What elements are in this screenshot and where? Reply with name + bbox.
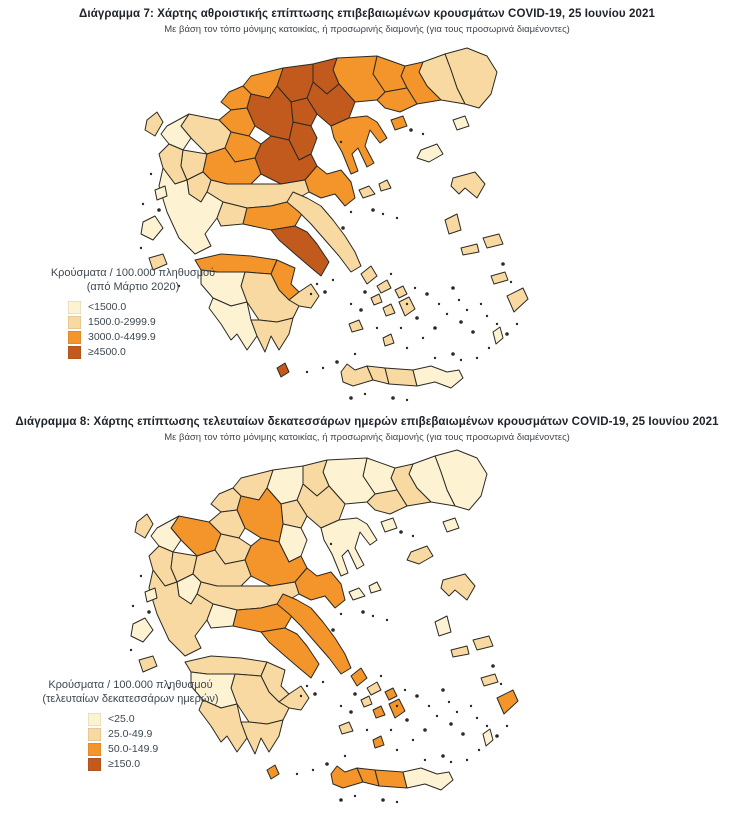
region-magnesia xyxy=(305,166,355,206)
islet-speck xyxy=(405,718,409,722)
islet-speck xyxy=(456,711,458,713)
islet-speck xyxy=(399,530,403,534)
legend-label: 1500.0-2999.9 xyxy=(88,316,156,329)
region-lakonia xyxy=(251,318,293,352)
region-santorini xyxy=(383,334,394,346)
region-lasithi xyxy=(413,366,463,388)
islet-speck xyxy=(140,575,142,577)
islet-speck xyxy=(316,283,318,285)
islet-speck xyxy=(495,734,499,738)
islet-speck xyxy=(448,701,450,703)
islet-speck xyxy=(300,695,302,697)
region-alonissos xyxy=(369,582,381,593)
islet-speck xyxy=(491,664,495,668)
islet-speck xyxy=(142,203,144,205)
islet-speck xyxy=(451,286,455,290)
islet-speck xyxy=(132,605,134,607)
legend-cumulative xyxy=(28,266,238,361)
legend-title-line1: Κρούσματα / 100.000 πληθυσμού xyxy=(50,267,216,279)
region-samothraki xyxy=(453,116,469,130)
islet-speck xyxy=(150,173,152,175)
islet-speck xyxy=(423,728,427,732)
islet-speck xyxy=(409,128,413,132)
islet-speck xyxy=(339,798,343,802)
legend-label: ≥150.0 xyxy=(108,758,141,771)
islet-speck xyxy=(459,320,463,324)
region-ikaria xyxy=(451,646,469,657)
islet-speck xyxy=(344,755,346,757)
legend-title-line2: (τελευταίων δεκατεσσάρων ημερών) xyxy=(42,693,219,706)
legend-swatch xyxy=(88,728,101,741)
islet-speck xyxy=(306,685,308,687)
islet-speck xyxy=(390,729,392,731)
region-zakynthos xyxy=(139,656,157,672)
islet-speck xyxy=(406,399,408,401)
islet-speck xyxy=(510,281,512,283)
islet-speck xyxy=(306,371,308,373)
islet-speck xyxy=(404,689,406,691)
islet-speck xyxy=(331,628,335,632)
figure8-subtitle: Με βάση τον τόπο μόνιμης κατοικίας, ή προσωρινής διαμονής (για τους προσωρινά διαμένοντες) xyxy=(164,432,570,443)
islet-speck xyxy=(323,290,327,294)
legend-item xyxy=(88,728,243,741)
region-limnos xyxy=(417,144,443,162)
region-sporades xyxy=(359,186,375,198)
islet-speck xyxy=(470,705,472,707)
islet-speck xyxy=(476,357,478,359)
islet-speck xyxy=(516,323,518,325)
islet-speck xyxy=(476,717,478,719)
legend-item xyxy=(68,346,238,359)
islet-speck xyxy=(354,795,356,797)
islet-speck xyxy=(396,705,398,707)
legend-label: 50.0-149.9 xyxy=(108,743,159,756)
islet-speck xyxy=(140,247,142,249)
region-andros xyxy=(361,266,377,284)
region-rhodes xyxy=(507,288,528,312)
islet-speck xyxy=(386,619,388,621)
islet-speck xyxy=(340,613,342,615)
islet-speck xyxy=(376,327,378,329)
islet-speck xyxy=(147,610,151,614)
legend-label: <25.0 xyxy=(108,713,135,726)
islet-speck xyxy=(363,290,367,294)
islet-speck xyxy=(341,226,345,230)
region-kythira xyxy=(277,363,289,377)
region-santorini xyxy=(373,736,384,748)
islet-speck xyxy=(313,692,317,696)
figure7-title: Διάγραμμα 7: Χάρτης αθροιστικής επίπτωσης επιβεβαιωμένων κρουσμάτων COVID-19, 25 Ιουνίου 2021 xyxy=(79,8,655,20)
legend-label: 3000.0-4499.9 xyxy=(88,331,156,344)
islet-speck xyxy=(312,769,314,771)
islet-speck xyxy=(330,543,332,545)
islet-speck xyxy=(460,359,462,361)
islet-speck xyxy=(425,292,429,296)
islet-speck xyxy=(157,208,161,212)
legend-label: 25.0-49.9 xyxy=(108,728,153,741)
region-corfu xyxy=(145,112,163,136)
islet-speck xyxy=(353,692,357,696)
islet-speck xyxy=(441,688,445,692)
region-lesvos xyxy=(451,172,485,198)
islet-speck xyxy=(488,347,490,349)
islet-speck xyxy=(486,725,488,727)
islet-speck xyxy=(433,326,437,330)
legend-item xyxy=(88,713,243,726)
islet-speck xyxy=(406,303,408,305)
islet-speck xyxy=(400,327,402,329)
region-kastoria xyxy=(211,488,241,512)
islet-speck xyxy=(322,367,324,369)
legend-item xyxy=(88,758,243,771)
region-heraklion xyxy=(385,368,417,386)
legend-swatch xyxy=(68,301,81,314)
islet-speck xyxy=(361,610,365,614)
legend-swatch xyxy=(68,316,81,329)
islet-speck xyxy=(366,729,368,731)
region-tinos xyxy=(367,682,381,695)
islet-speck xyxy=(412,739,414,741)
islet-speck xyxy=(466,309,468,311)
islet-speck xyxy=(325,762,329,766)
islet-speck xyxy=(350,303,352,305)
islet-speck xyxy=(441,754,445,758)
islet-speck xyxy=(340,705,342,707)
islet-speck xyxy=(359,308,363,312)
islet-speck xyxy=(350,211,352,213)
islet-speck xyxy=(415,694,419,698)
region-alonissos xyxy=(379,180,391,191)
islet-speck xyxy=(480,303,482,305)
islet-speck xyxy=(340,141,342,143)
islet-speck xyxy=(424,759,426,761)
region-samos xyxy=(483,234,503,248)
region-mykonos xyxy=(395,286,407,298)
figure8-title: Διάγραμμα 8: Χάρτης επίπτωσης τελευταίων δεκατεσσάρων ημερών επιβεβαιωμένων κρουσμάτων COVID-19, 25 Ιουνίου 2021 xyxy=(15,416,719,428)
islet-speck xyxy=(322,681,324,683)
region-tinos xyxy=(377,280,391,293)
islet-speck xyxy=(478,749,480,751)
legend-swatch xyxy=(68,331,81,344)
region-sporades xyxy=(349,588,365,600)
islet-speck xyxy=(349,396,353,400)
islet-speck xyxy=(415,316,419,320)
islet-speck xyxy=(396,217,398,219)
region-lasithi xyxy=(403,768,453,790)
region-chios xyxy=(435,616,451,636)
region-ikaria xyxy=(461,244,479,255)
region-naxos xyxy=(399,297,415,316)
islet-speck xyxy=(296,773,298,775)
region-kefalonia xyxy=(141,216,163,240)
region-naxos xyxy=(389,699,405,718)
islet-speck xyxy=(354,353,356,355)
islet-speck xyxy=(434,357,436,359)
legend-swatch xyxy=(88,743,101,756)
region-lakonia xyxy=(241,720,283,754)
islet-speck xyxy=(371,208,375,212)
islet-speck xyxy=(396,749,398,751)
islet-speck xyxy=(422,337,424,339)
region-paros xyxy=(383,304,395,316)
region-corfu xyxy=(135,514,153,538)
region-magnesia xyxy=(295,568,345,608)
islet-speck xyxy=(332,279,334,281)
legend-title-line2: (από Μάρτιο 2020) xyxy=(86,281,180,294)
region-kastoria xyxy=(221,86,251,110)
region-milos xyxy=(339,722,353,734)
islet-speck xyxy=(436,715,438,717)
islet-speck xyxy=(466,759,468,761)
legend-item xyxy=(68,316,238,329)
islet-speck xyxy=(412,535,414,537)
islet-speck xyxy=(505,332,509,336)
region-paros xyxy=(373,706,385,718)
islet-speck xyxy=(382,213,384,215)
islet-speck xyxy=(449,722,453,726)
islet-speck xyxy=(428,705,430,707)
legend-swatch xyxy=(88,713,101,726)
region-samos xyxy=(473,636,493,650)
islet-speck xyxy=(380,675,382,677)
legend-label: ≥4500.0 xyxy=(88,346,126,359)
islet-speck xyxy=(450,761,452,763)
legend-item xyxy=(68,301,238,314)
legend-cumulative-items xyxy=(68,301,238,359)
legend-item xyxy=(88,743,243,756)
region-syros xyxy=(371,294,382,305)
islet-speck xyxy=(451,352,455,356)
region-kythira xyxy=(267,765,279,779)
legend-swatch xyxy=(68,346,81,359)
islet-speck xyxy=(396,801,398,803)
region-thasos xyxy=(381,518,397,532)
islet-speck xyxy=(364,393,366,395)
islet-speck xyxy=(310,293,312,295)
region-heraklion xyxy=(375,770,407,788)
legend-swatch xyxy=(88,758,101,771)
region-limnos xyxy=(407,546,433,564)
region-karpathos xyxy=(493,327,503,344)
region-chalkidiki xyxy=(321,518,377,576)
legend-item xyxy=(68,331,238,344)
legend-14day-items xyxy=(88,713,243,771)
region-andros xyxy=(351,668,367,686)
figure7-subtitle: Με βάση τον τόπο μόνιμης κατοικίας, ή προσωρινής διαμονής (για τους προσωρινά διαμένοντες) xyxy=(164,24,570,35)
region-thasos xyxy=(391,116,407,130)
islet-speck xyxy=(500,683,502,685)
region-karpathos xyxy=(483,729,493,746)
legend-14day xyxy=(18,678,243,773)
region-kefalonia xyxy=(131,618,153,642)
islet-speck xyxy=(372,615,374,617)
islet-speck xyxy=(446,313,448,315)
islet-speck xyxy=(496,323,498,325)
region-milos xyxy=(349,320,363,332)
islet-speck xyxy=(335,360,339,364)
islet-speck xyxy=(422,133,424,135)
islet-speck xyxy=(391,396,395,400)
islet-speck xyxy=(349,710,353,714)
region-mykonos xyxy=(385,688,397,700)
region-lesvos xyxy=(441,574,475,600)
legend-cumulative-title xyxy=(28,266,238,295)
region-syros xyxy=(361,696,372,707)
islet-speck xyxy=(471,330,475,334)
islet-speck xyxy=(458,299,460,301)
islet-speck xyxy=(406,347,408,349)
legend-title-line1: Κρούσματα / 100.000 πληθυσμού xyxy=(48,679,213,691)
region-kos xyxy=(481,674,498,686)
region-chios xyxy=(445,214,461,234)
islet-speck xyxy=(390,273,392,275)
legend-14day-title xyxy=(18,678,243,707)
islet-speck xyxy=(486,315,488,317)
legend-label: <1500.0 xyxy=(88,301,127,314)
islet-speck xyxy=(501,262,505,266)
islet-speck xyxy=(506,725,508,727)
region-kos xyxy=(491,272,508,284)
region-samothraki xyxy=(443,518,459,532)
region-chalkidiki xyxy=(331,116,387,174)
islet-speck xyxy=(461,732,465,736)
islet-speck xyxy=(381,798,385,802)
islet-speck xyxy=(130,649,132,651)
islet-speck xyxy=(414,287,416,289)
region-rhodes xyxy=(497,690,518,714)
islet-speck xyxy=(438,303,440,305)
